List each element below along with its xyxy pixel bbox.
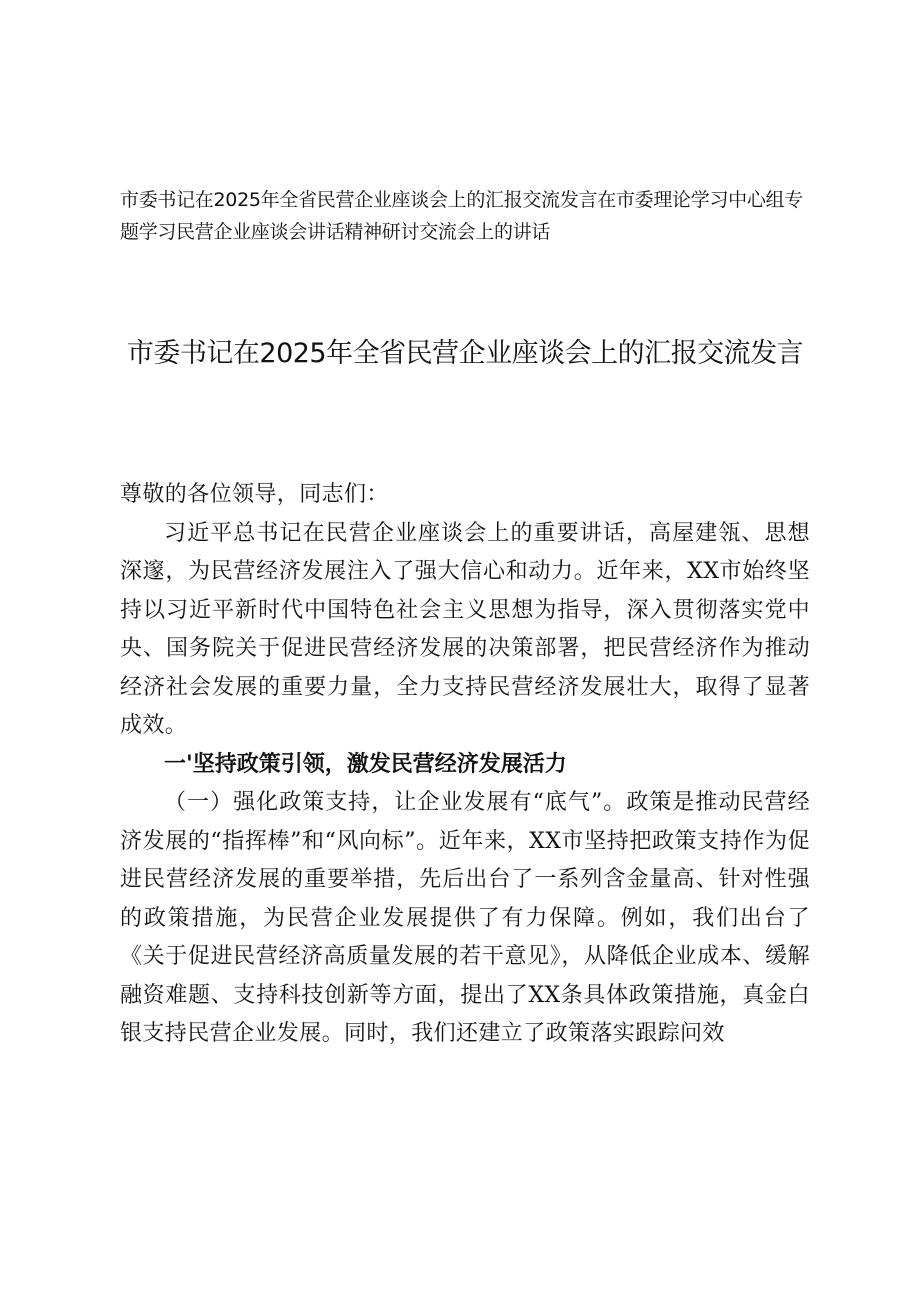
- paragraph-intro: 习近平总书记在民营企业座谈会上的重要讲话，高屋建瓴、思想深邃，为民营经济发展注入了强大信心和动力。近年来，XX市始终坚持以习近平新时代中国特色社会主义思想为指导，深入贯彻落实党中央、国务院关于促进民营经济发展的决策部署，把民营经济作为推动经济社会发展的重要力量，全力支持民营经济发展壮大，取得了显著成效。: [120, 520, 810, 738]
- document-top-heading: 市委书记在2025年全省民营企业座谈会上的汇报交流发言在市委理论学习中心组专题学习民营企业座谈会讲话精神研讨交流会上的讲话: [120, 189, 803, 243]
- document-main-title: 市委书记在2025年全省民营企业座谈会上的汇报交流发言: [126, 338, 804, 369]
- paragraph-policy-support: （一）强化政策支持，让企业发展有“底气”。政策是推动民营经济发展的“指挥棒”和“风向标”。近年来，XX市坚持把政策支持作为促进民营经济发展的重要举措，先后出台了一系列含金量高、针对性强的政策措施，为民营企业发展提供了有力保障。例如，我们出台了《关于促进民营经济高质量发展的若干意见》，从降低企业成本、缓解融资难题、支持科技创新等方面，提出了XX条具体政策措施，真金白银支持民营企业发展。同时，我们还建立了政策落实跟踪问效: [120, 790, 810, 1046]
- document-body: [120, 476, 810, 1054]
- salutation: 尊敬的各位领导，同志们：: [120, 482, 389, 507]
- section-heading-1: 一'坚持政策引领，激发民营经济发展活力: [164, 751, 567, 777]
